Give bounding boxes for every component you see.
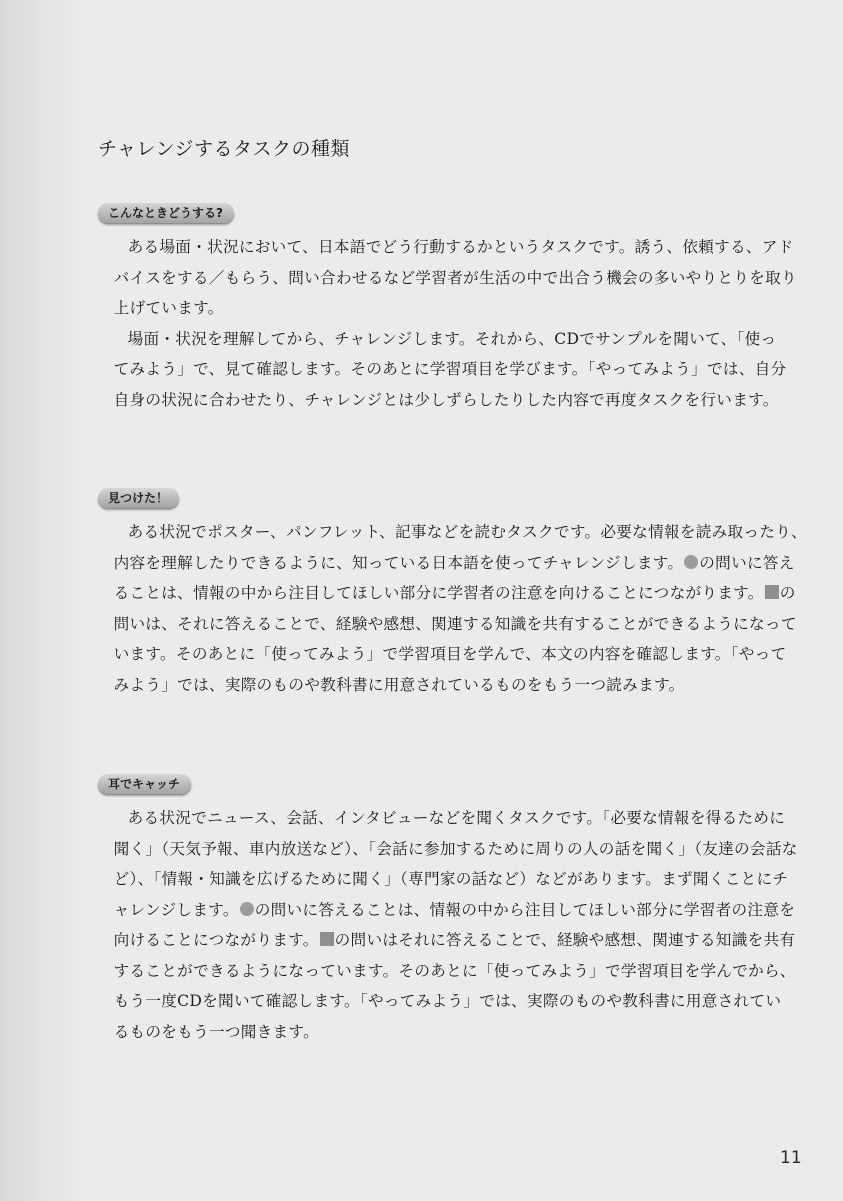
text-line: することができるようになっています。そのあとに「使ってみよう」で学習項目を学んでから、 [113,961,796,980]
page-gutter-shadow [0,0,90,1201]
page-title: チャレンジするタスクの種類 [98,138,350,160]
text-line: 聞く」（天気予報、車内放送など）、「会話に参加するために周りの人の話を聞く」（友達の会話な [113,839,798,858]
text-line: もう一度CDを聞いて確認します。「やってみよう」では、実際のものや教科書に用意されてい [113,992,782,1010]
text-segment: 内容を理解したりできるように、知っている日本語を使ってチャレンジします。 [113,553,684,572]
section-badge: 耳でキャッチ [98,774,191,794]
text-line: います。そのあとに「使ってみよう」で学習項目を学んで、本文の内容を確認します。「やって [113,645,787,663]
text-line: てみよう」で、見て確認します。そのあとに学習項目を学びます。「やってみよう」では、自分 [113,360,787,378]
section-paragraph [98,517,808,700]
section-mitsuketa [98,487,808,700]
text-line [98,578,796,609]
text-line: 自身の状況に合わせたり、チャレンジとは少しずらしたりした内容で再度タスクを行います。 [113,390,779,409]
section-paragraph [98,803,798,1047]
text-segment: 向けることにつながります。 [113,931,319,949]
gray-circle-icon [684,555,698,569]
section-konna-toki [98,202,797,415]
text-line: みよう」では、実際のものや教科書に用意されているものをもう一つ読みます。 [113,675,685,694]
text-line: ど）、「情報・知識を広げるために聞く」（専門家の話など）などがあります。まず聞くことにチ [113,870,789,888]
text-line: 場面・状況を理解してから、チャレンジします。それから、CDでサンプルを聞いて、「使っ [127,329,777,348]
text-line: ある状況でポスター、パンフレット、記事などを読むタスクです。必要な情報を読み取ったり、 [127,523,808,541]
text-line [98,925,796,956]
text-line: バイスをする／もらう、問い合わせるなど学習者が生活の中で出合う機会の多いやりとりを取り [113,268,797,287]
text-segment: の問いに答え [699,553,795,572]
text-line: 上げています。 [113,299,224,317]
section-paragraph [98,232,797,415]
section-badge: こんなときどうする? [98,203,234,223]
text-line: ある状況でニュース、会話、インタビューなどを聞くタスクです。「必要な情報を得るために [127,809,786,827]
text-segment: ることは、情報の中から注目してほしい部分に学習者の注意を向けることにつながります。 [113,584,764,602]
text-segment: の [779,584,796,602]
text-line: 問いは、それに答えることで、経験や感想、関連する知識を共有することができるようになって [113,614,797,633]
text-line: るものをもう一つ聞きます。 [113,1022,319,1041]
gray-circle-icon [240,902,254,916]
page-number: 11 [780,1148,802,1168]
text-line [98,548,795,579]
text-segment: の問いに答えることは、情報の中から注目してほしい部分に学習者の注意を [254,900,796,919]
text-segment: の問いはそれに答えることで、経験や感想、関連する知識を共有 [334,931,796,949]
text-line: ある場面・状況において、日本語でどう行動するかというタスクです。誘う、依頼する、アド [127,238,794,256]
text-line [98,895,796,926]
section-badge: 見つけた！ [98,488,179,508]
gray-square-icon [320,932,334,946]
gray-square-icon [765,585,779,599]
section-mimi-de-catch [98,773,798,1047]
text-segment: ャレンジします。 [113,900,239,919]
